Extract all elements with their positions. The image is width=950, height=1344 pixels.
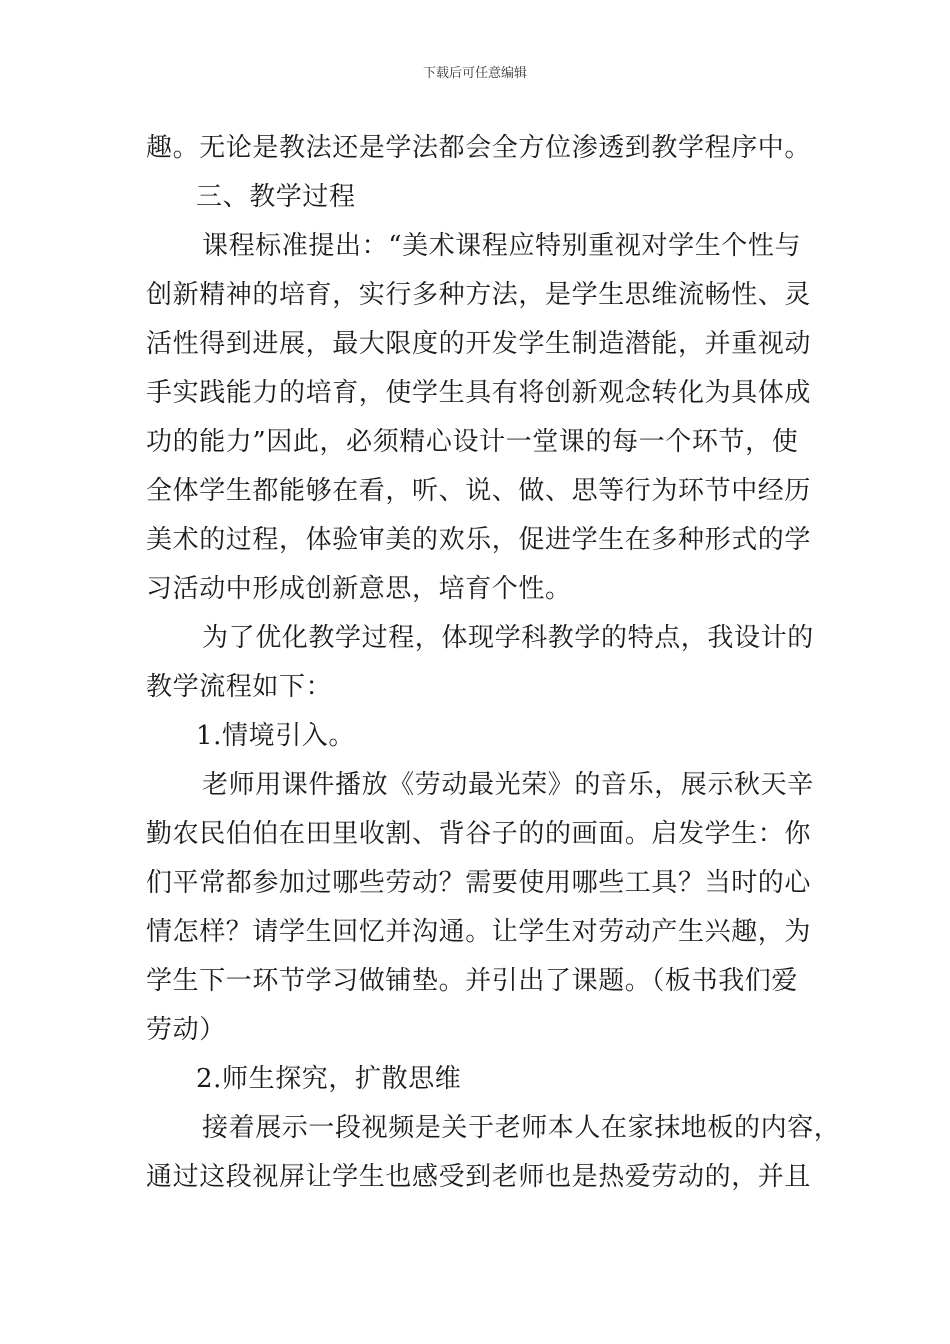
text-line: 教学流程如下： bbox=[146, 672, 333, 702]
text-line: 全体学生都能够在看，听、说、做、思等行为环节中经历 bbox=[146, 476, 812, 506]
page-header: 下载后可任意编辑 bbox=[422, 66, 527, 81]
text-line: 学生下一环节学习做铺垫。并引出了课题。（板书我们爱 bbox=[146, 966, 799, 996]
text-line: 接着展示一段视频是关于老师本人在家抹地板的内容， bbox=[202, 1113, 841, 1143]
text-line: 美术的过程，体验审美的欢乐，促进学生在多种形式的学 bbox=[146, 525, 812, 555]
text-line: 通过这段视屏让学生也感受到老师也是热爱劳动的，并且 bbox=[146, 1162, 812, 1192]
text-line: 课程标准提出：“美术课程应特别重视对学生个性与 bbox=[202, 231, 802, 261]
text-line: 习活动中形成创新意思，培育个性。 bbox=[146, 574, 572, 604]
text-line: 老师用课件播放《劳动最光荣》的音乐，展示秋天辛 bbox=[202, 770, 814, 800]
text-line: 手实践能力的培育，使学生具有将创新观念转化为具体成 bbox=[146, 378, 812, 408]
subsection-heading: 2.师生探究，扩散思维 bbox=[196, 1064, 462, 1094]
text-line: 情怎样？请学生回忆并沟通。让学生对劳动产生兴趣，为 bbox=[146, 917, 812, 947]
text-line: 趣。无论是教法还是学法都会全方位渗透到教学程序中。 bbox=[146, 133, 812, 163]
text-line: 为了优化教学过程，体现学科教学的特点，我设计的 bbox=[202, 623, 814, 653]
text-line: 活性得到进展，最大限度的开发学生制造潜能，并重视动 bbox=[146, 329, 812, 359]
text-line: 创新精神的培育，实行多种方法，是学生思维流畅性、灵 bbox=[146, 280, 812, 310]
document-body bbox=[146, 124, 841, 1202]
text-line: 们平常都参加过哪些劳动？需要使用哪些工具？当时的心 bbox=[146, 868, 812, 898]
subsection-heading: 1.情境引入。 bbox=[196, 721, 356, 751]
text-line: 劳动） bbox=[146, 1015, 226, 1045]
section-heading: 三、教学过程 bbox=[196, 182, 356, 212]
text-line: 功的能力”因此，必须精心设计一堂课的每一个环节，使 bbox=[146, 427, 799, 457]
text-line: 勤农民伯伯在田里收割、背谷子的的画面。启发学生：你 bbox=[146, 819, 812, 849]
